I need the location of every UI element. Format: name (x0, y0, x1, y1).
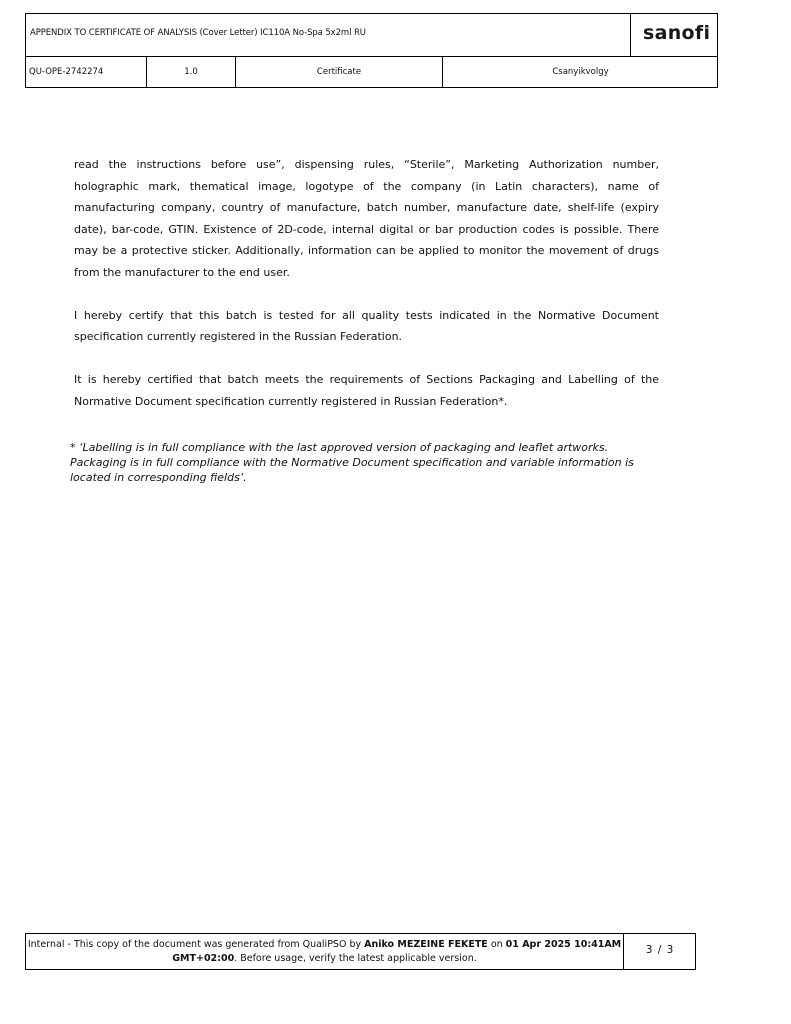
sanofi-logo: sanofi (643, 22, 711, 44)
page-number: 3 / 3 (645, 944, 675, 956)
footer-text-prefix: Internal - This copy of the document was generated from QualiPSO by (27, 939, 365, 950)
document-title: APPENDIX TO CERTIFICATE OF ANALYSIS (Cover Letter) IC110A No-Spa 5x2ml RU (30, 28, 366, 38)
paragraph-certification: It is hereby certified that batch meets the requirements of Sections Packaging and Labelling of the Normative Document specification currently registered in Russian Federation*. (74, 373, 659, 408)
paragraph-quality-tests: I hereby certify that this batch is tested for all quality tests indicated in the Normative Document specification currently registered in the Russian Federation. (74, 308, 659, 343)
footnote: * ‘Labelling is in full compliance with the last approved version of packaging and leaflet artworks. Packaging is in full compliance with the Normative Document specification and variable information is located in corresponding fields’. (70, 441, 634, 484)
footer-text-on: on (487, 939, 506, 950)
document-site: Csanyikvolgy (552, 67, 609, 77)
body-content (74, 154, 659, 434)
document-header (25, 13, 718, 88)
document-id: QU-OPE-2742274 (26, 56, 147, 88)
logo-cell (630, 14, 719, 56)
header-meta-row (26, 56, 717, 88)
footer-notice (26, 938, 623, 966)
page-number-cell (623, 934, 696, 969)
header-title-row (26, 14, 717, 57)
document-footer (25, 933, 696, 970)
footer-datetime: 01 Apr 2025 10:41AM GMT+02:00 (172, 939, 622, 964)
footer-user: Aniko MEZEINE FEKETE (364, 939, 488, 950)
document-version: 1.0 (147, 56, 236, 88)
document-type: Certificate (236, 56, 443, 88)
footer-text-suffix: . Before usage, verify the latest applicable version. (234, 953, 477, 964)
paragraph-packaging-info: read the instructions before use”, dispensing rules, “Sterile”, Marketing Authorization number, holographic mark, thematical image, logotype of the company (in Latin characters), name of manufacturing company, country of manufacture, batch number, manufacture date, shelf-life (expiry date), bar-code, GTIN. Existence of 2D-code, internal digital or bar production codes is possible. There may be a protective sticker. Additionally, information can be applied to monitor the movement of drugs from the manufacturer to the end user. (74, 158, 659, 279)
